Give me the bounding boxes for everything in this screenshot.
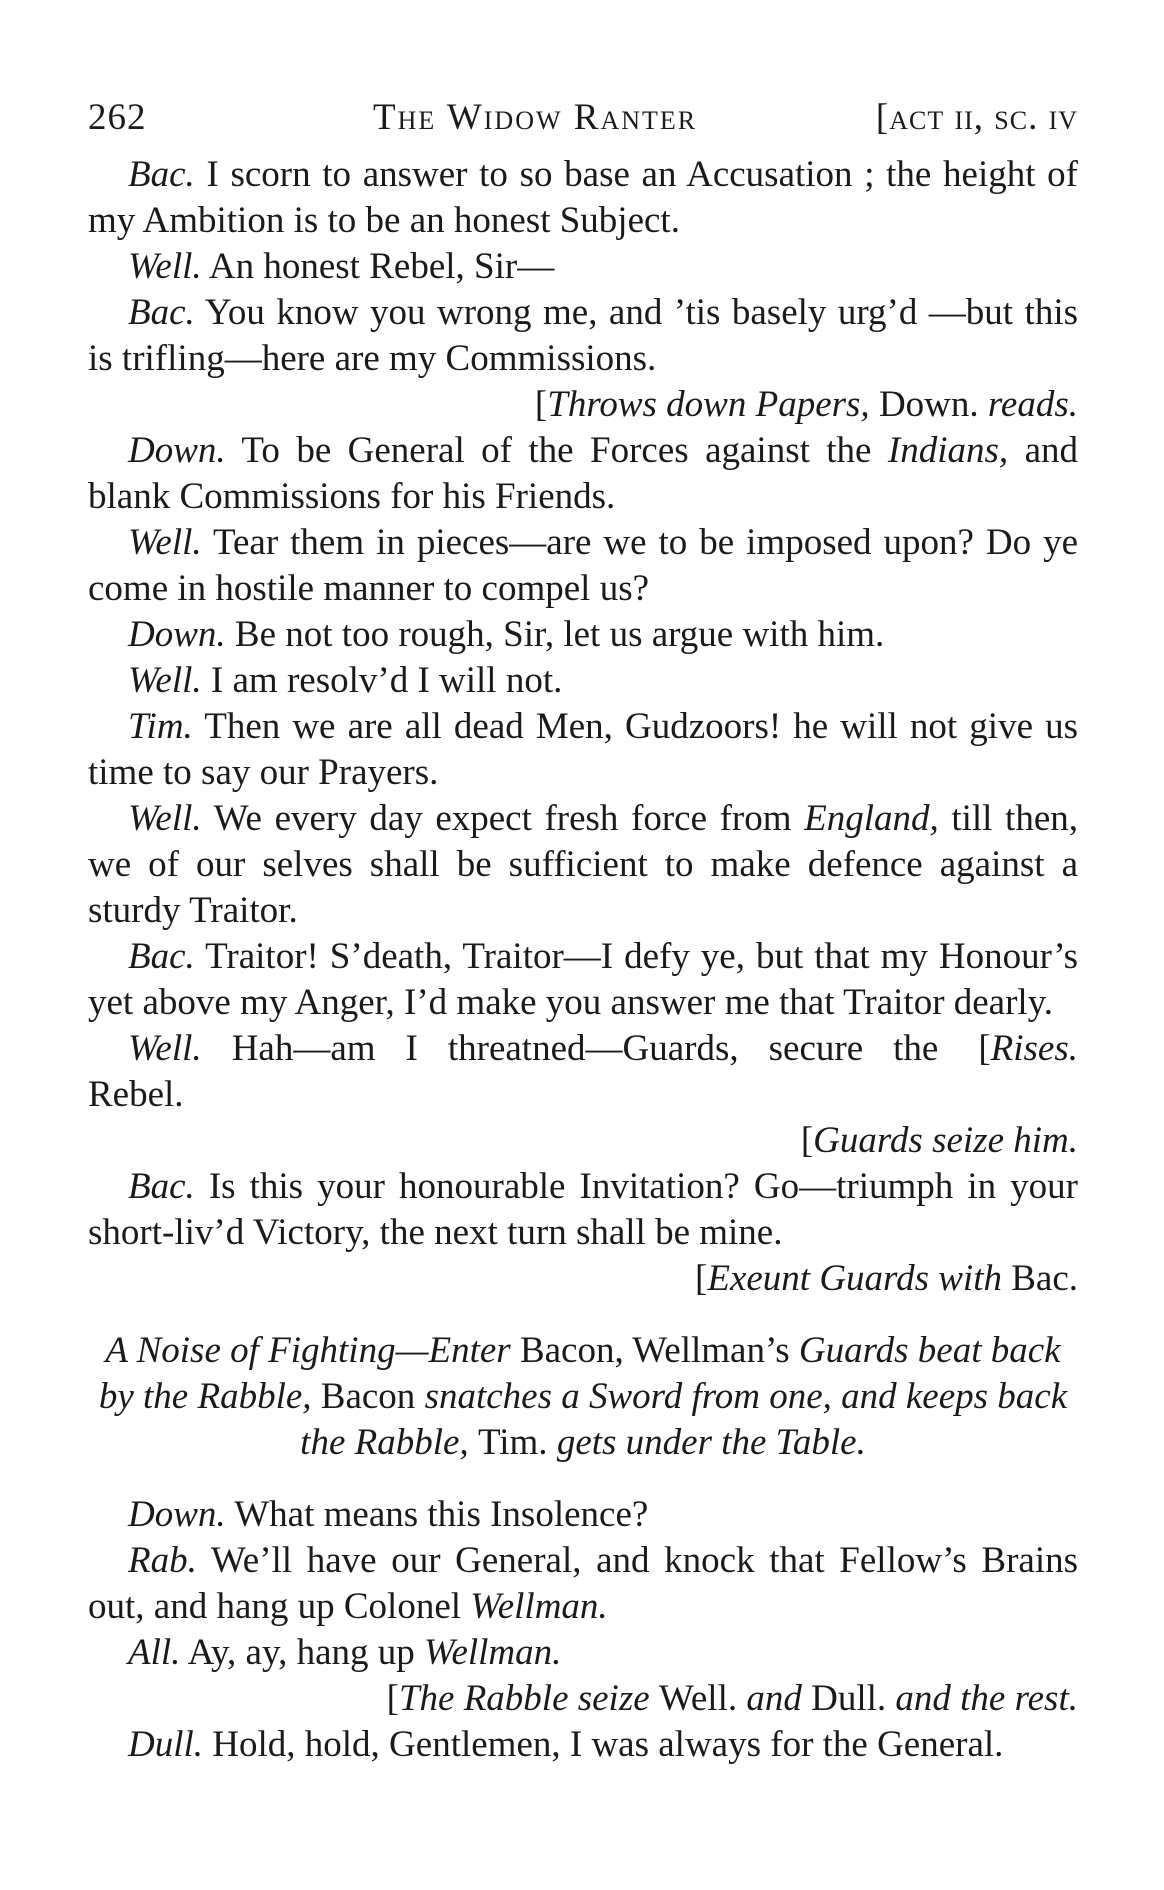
- speech-text: What means this Insolence?: [234, 1494, 649, 1535]
- speaker: Well.: [128, 798, 202, 839]
- speaker: Dull.: [128, 1724, 204, 1765]
- speech: [88, 152, 1078, 244]
- speaker: Bac.: [128, 154, 195, 195]
- speech: [88, 290, 1078, 382]
- speech: All. Ay, ay, hang up Wellman.: [128, 1632, 562, 1673]
- speech-text: An honest Rebel, Sir—: [208, 246, 555, 287]
- speech: [88, 612, 1078, 658]
- speech-text: I am resolv’d I will not.: [210, 660, 563, 701]
- act-scene-label: [act ii, sc. iv: [875, 97, 1078, 138]
- speech: Well. We every day expect fresh force from England, till then, we of our selves shall be sufficient to make defence against a sturdy Traitor.: [88, 798, 1079, 931]
- speech-text: Hah—am I threatned—Guards, secure the Rebel.: [88, 1028, 939, 1115]
- speech: [88, 704, 1078, 796]
- speech-text: We’ll have our General, and knock that Fellow’s Brains out, and hang up Colonel: [88, 1540, 1078, 1627]
- speech-text: You know you wrong me, and ’tis basely urg’d —but this is trifling—here are my Commissions.: [88, 292, 1078, 379]
- speaker: Well.: [128, 1028, 202, 1069]
- page-number: 262: [88, 97, 147, 138]
- play-text: [88, 152, 1078, 1768]
- speech-text: Ay, ay, hang up: [187, 1632, 415, 1673]
- speech: Down. To be General of the Forces against the Indians, and blank Commissions for his Friends.: [88, 430, 1079, 517]
- stage-direction: [Rises.: [978, 1028, 1078, 1069]
- stage-direction: [Throws down Papers, Down. reads.: [534, 384, 1078, 425]
- speech: [88, 1026, 1078, 1118]
- stage-direction: [Exeunt Guards with Bac.: [695, 1258, 1078, 1299]
- speech: [88, 244, 1078, 290]
- speech: [88, 1164, 1078, 1256]
- speaker: All.: [128, 1632, 181, 1673]
- speech-text: To be General of the Forces against the: [241, 430, 872, 471]
- speaker: Bac.: [128, 292, 195, 333]
- speech: [88, 1722, 1078, 1768]
- book-page: [88, 96, 1078, 1768]
- speaker: Well.: [128, 660, 202, 701]
- speaker: Rab.: [128, 1540, 197, 1581]
- speaker: Bac.: [128, 936, 195, 977]
- running-title: The Widow Ranter: [373, 97, 698, 138]
- speech: [88, 1492, 1078, 1538]
- speech-text: I scorn to answer to so base an Accusation ; the height of my Ambition is to be an honest Subject.: [88, 154, 1078, 241]
- speech-text: Tear them in pieces—are we to be imposed upon? Do ye come in hostile manner to compel us?: [88, 522, 1078, 609]
- speaker: Down.: [128, 1494, 226, 1535]
- speaker: Tim.: [128, 706, 193, 747]
- stage-direction: [Guards seize him.: [800, 1120, 1078, 1161]
- speaker: Down.: [128, 430, 226, 471]
- speech-text: Then we are all dead Men, Gudzoors! he will not give us time to say our Prayers.: [88, 706, 1078, 793]
- speech: [88, 520, 1078, 612]
- speech: Rab. We’ll have our General, and knock that Fellow’s Brains out, and hang up Colonel Wellman.: [88, 1540, 1078, 1627]
- centered-stage-direction: A Noise of Fighting—Enter Bacon, Wellman’s Guards beat back by the Rabble, Bacon snatches a Sword from one, and keeps back the Rabble, Tim. gets under the Table.: [98, 1330, 1068, 1463]
- speech-text: Is this your honourable Invitation? Go—triumph in your short-liv’d Victory, the next turn shall be mine.: [88, 1166, 1078, 1253]
- speaker: Bac.: [128, 1166, 195, 1207]
- speech-text: We every day expect fresh force from: [213, 798, 792, 839]
- stage-direction: [The Rabble seize Well. and Dull. and the rest.: [386, 1678, 1078, 1719]
- speaker: Down.: [128, 614, 226, 655]
- speech: [88, 658, 1078, 704]
- speech-text: Traitor! S’death, Traitor—I defy ye, but that my Honour’s yet above my Anger, I’d make you answer me that Traitor dearly.: [88, 936, 1078, 1023]
- speech-text: Hold, hold, Gentlemen, I was always for the General.: [212, 1724, 1004, 1765]
- speech-text: Be not too rough, Sir, let us argue with him.: [234, 614, 885, 655]
- speaker: Well.: [128, 522, 202, 563]
- running-header: [88, 96, 1078, 152]
- speaker: Well.: [128, 246, 202, 287]
